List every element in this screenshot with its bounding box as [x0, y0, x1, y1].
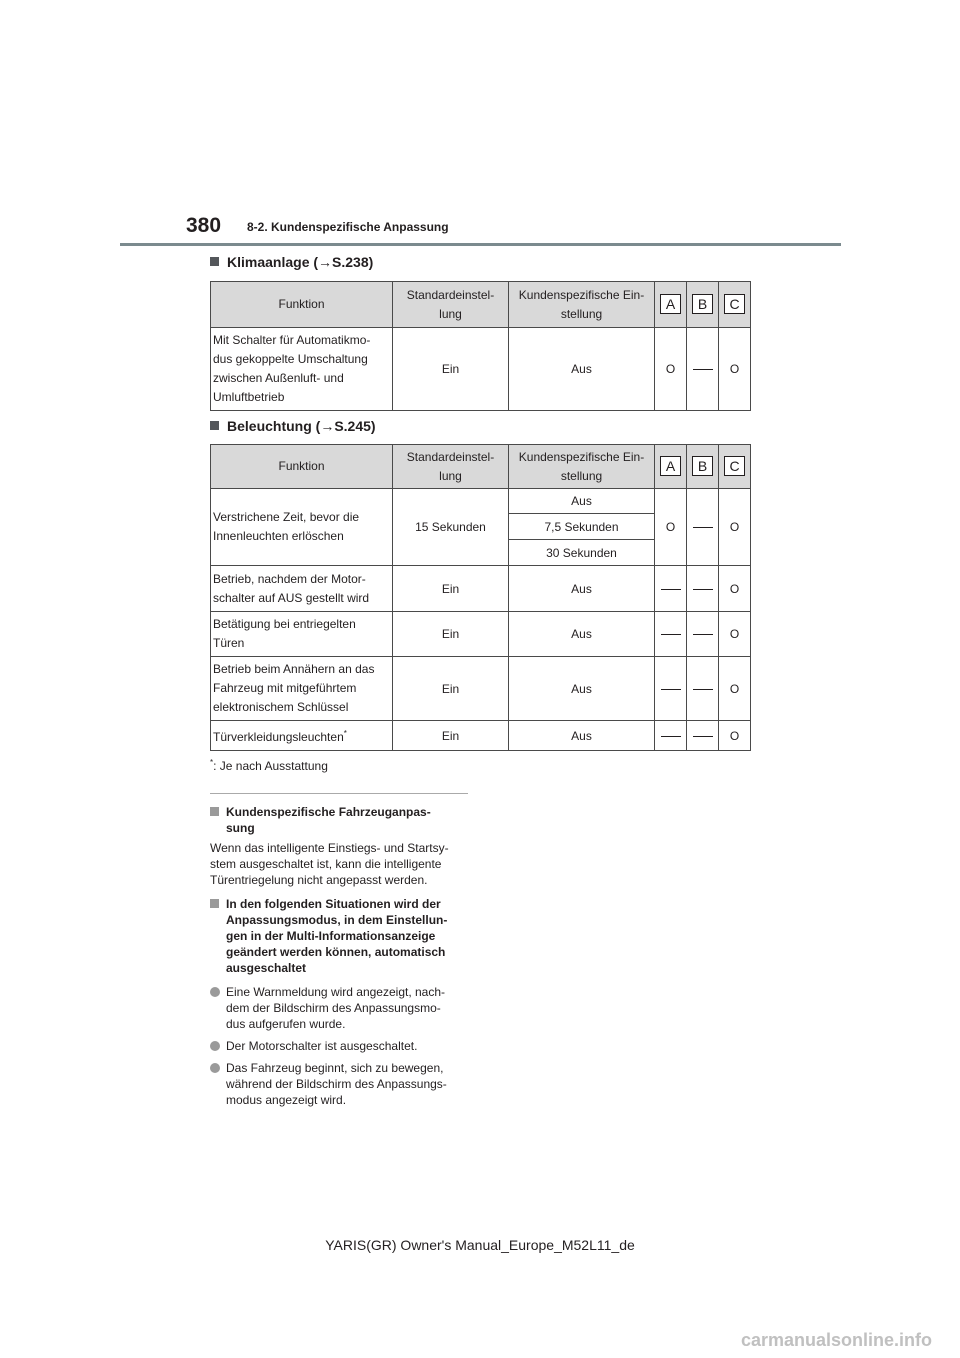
dash-icon: [693, 369, 713, 370]
dash-icon: [661, 634, 681, 635]
circle-bullet-icon: [210, 987, 220, 997]
section-header: 8-2. Kundenspezifische Anpassung: [247, 220, 449, 234]
header-kunden: Kundenspezifische Ein- stellung: [509, 445, 655, 489]
header-c: C: [719, 282, 751, 328]
table-row: Mit Schalter für Automatikmo- dus gekoppelte Umschaltung zwischen Außenluft- und Umluftbetrieb Ein Aus O O: [211, 328, 751, 411]
header-b: B: [687, 445, 719, 489]
square-bullet-icon: [210, 899, 219, 908]
page-footer: YARIS(GR) Owner's Manual_Europe_M52L11_de: [325, 1237, 635, 1253]
beleuchtung-section-title: Beleuchtung (→S.245): [210, 418, 376, 434]
table-row: Betätigung bei entriegelten Türen Ein Aus O: [211, 612, 751, 657]
header-c: C: [719, 445, 751, 489]
dash-icon: [693, 736, 713, 737]
list-item: Das Fahrzeug beginnt, sich zu bewegen, während der Bildschirm des Anpassungs- modus angezeigt wird.: [210, 1060, 472, 1108]
beleuchtung-table: [210, 444, 751, 751]
separator: [210, 793, 468, 794]
dash-icon: [693, 634, 713, 635]
dash-icon: [661, 736, 681, 737]
circle-bullet-icon: [210, 1063, 220, 1073]
page-number: 380: [186, 214, 222, 237]
dash-icon: [661, 689, 681, 690]
dash-icon: [661, 589, 681, 590]
header-rule: [120, 243, 841, 246]
note-paragraph: Wenn das intelligente Einstiegs- und Startsy- stem ausgeschaltet ist, kann die intelligente Türentriegelung nicht angepasst werden.: [210, 841, 449, 887]
header-funktion: Funktion: [211, 445, 393, 489]
header-standard: Standardeinstel- lung: [393, 282, 509, 328]
header-a: A: [655, 445, 687, 489]
header-a: A: [655, 282, 687, 328]
watermark: carmanualsonline.info: [740, 1330, 932, 1350]
list-item: Eine Warnmeldung wird angezeigt, nach- dem der Bildschirm des Anpassungsmo- dus aufgerufen wurde.: [210, 984, 472, 1032]
dash-icon: [693, 527, 713, 528]
table-row: Betrieb, nachdem der Motor- schalter auf AUS gestellt wird Ein Aus O: [211, 566, 751, 612]
table-row: Betrieb beim Annähern an das Fahrzeug mit mitgeführtem elektronischem Schlüssel Ein Aus O: [211, 657, 751, 721]
klima-section-title: Klimaanlage (→S.238): [210, 254, 373, 270]
circle-bullet-icon: [210, 1041, 220, 1051]
list-item: Der Motorschalter ist ausgeschaltet.: [210, 1038, 472, 1054]
square-bullet-icon: [210, 257, 219, 266]
header-funktion: Funktion: [211, 282, 393, 328]
dash-icon: [693, 589, 713, 590]
dash-icon: [693, 689, 713, 690]
table-row: Türverkleidungsleuchten* Ein Aus O: [211, 721, 751, 751]
table-header-row: [211, 445, 751, 489]
square-bullet-icon: [210, 421, 219, 430]
footnote: *: Je nach Ausstattung: [210, 758, 328, 773]
header-kunden: Kundenspezifische Ein- stellung: [509, 282, 655, 328]
header-b: B: [687, 282, 719, 328]
square-bullet-icon: [210, 807, 219, 816]
note-heading: Kundenspezifische Fahrzeuganpas- sung: [210, 804, 472, 836]
table-subrow: 7,5 Sekunden: [211, 514, 751, 540]
table-row: Verstrichene Zeit, bevor die Innenleuchten erlöschen 15 Sekunden Aus O O: [211, 489, 751, 514]
table-subrow: 30 Sekunden: [211, 540, 751, 566]
klima-table: [210, 281, 751, 411]
note-heading: In den folgenden Situationen wird der Anpassungsmodus, in dem Einstellun- gen in der Multi-Informationsanzeige geändert werden können, automatisch ausgeschaltet: [210, 896, 472, 976]
table-header-row: [211, 282, 751, 328]
notes-block: [210, 798, 472, 1108]
header-standard: Standardeinstel- lung: [393, 445, 509, 489]
